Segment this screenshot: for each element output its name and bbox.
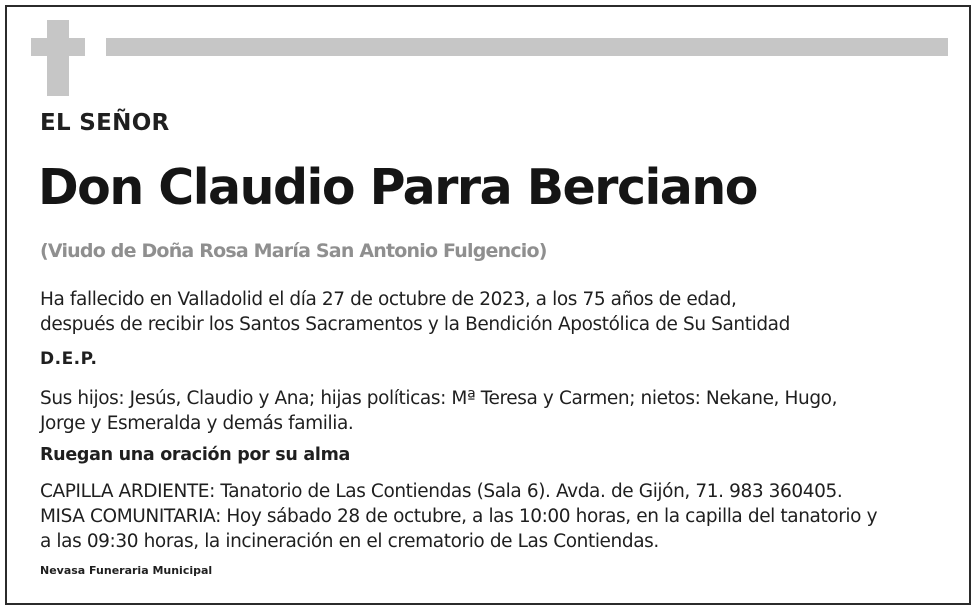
arrangement-line: a las 09:30 horas, la incineración en el crematorio de Las Contiendas.	[40, 531, 659, 552]
announcement-line: Ha fallecido en Valladolid el día 27 de octubre de 2023, a los 75 años de edad,	[40, 289, 737, 310]
header-rule	[106, 38, 948, 56]
widower-note: (Viudo de Doña Rosa María San Antonio Fulgencio)	[40, 240, 547, 262]
prayer-request: Ruegan una oración por su alma	[40, 445, 351, 465]
arrangement-line: CAPILLA ARDIENTE: Tanatorio de Las Contiendas (Sala 6). Avda. de Gijón, 71. 983 360405.	[40, 481, 843, 502]
announcement-line: después de recibir los Santos Sacramentos y la Bendición Apostólica de Su Santidad	[40, 314, 790, 335]
funeral-home-credit: Nevasa Funeraria Municipal	[40, 564, 213, 577]
cross-vertical-bar	[47, 20, 69, 96]
honorific-prefix: EL SEÑOR	[40, 110, 170, 136]
arrangement-line: MISA COMUNITARIA: Hoy sábado 28 de octubre, a las 10:00 horas, en la capilla del tanatorio y	[40, 506, 878, 527]
family-list	[40, 386, 837, 436]
rip-label: D.E.P.	[40, 349, 98, 369]
cross-horizontal-bar	[31, 38, 85, 56]
family-line: Jorge y Esmeralda y demás familia.	[40, 413, 354, 434]
death-announcement	[40, 287, 790, 337]
deceased-name: Don Claudio Parra Berciano	[38, 159, 757, 216]
funeral-arrangements	[40, 479, 877, 554]
family-line: Sus hijos: Jesús, Claudio y Ana; hijas políticas: Mª Teresa y Carmen; nietos: Nekane, Hugo,	[40, 388, 838, 409]
